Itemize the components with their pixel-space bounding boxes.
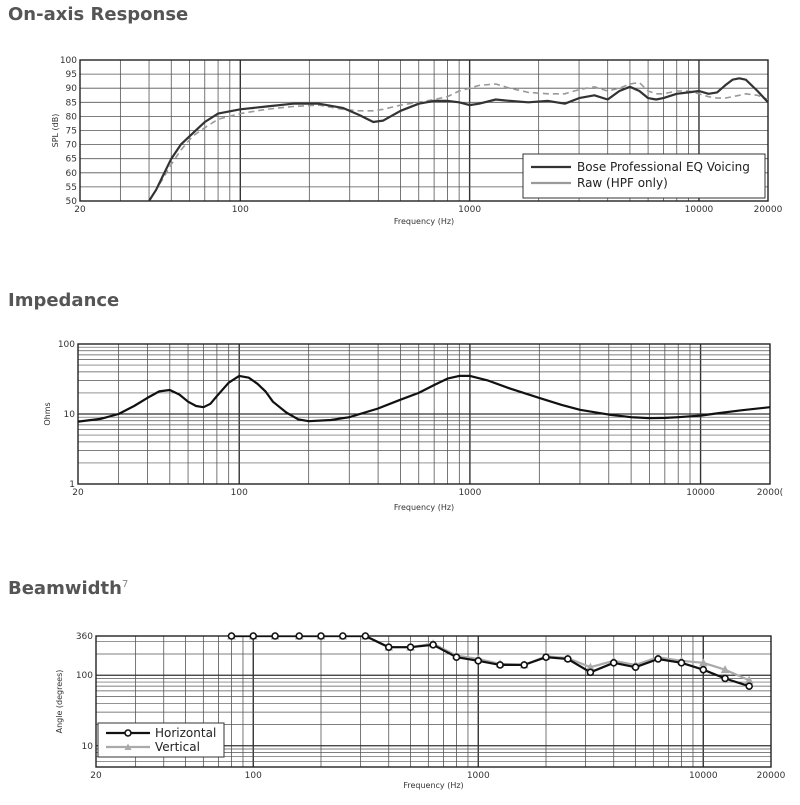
- series-line: [232, 636, 750, 680]
- x-tick-label: 10000: [688, 771, 718, 781]
- onaxis-title: On-axis Response: [8, 4, 189, 25]
- x-tick-label: 1000: [458, 488, 482, 498]
- series-point: [430, 642, 436, 648]
- series-point: [633, 664, 639, 670]
- x-tick-label: 1000: [458, 205, 482, 215]
- series-point: [296, 633, 302, 639]
- series-point: [700, 667, 706, 673]
- x-tick-label: 1000: [466, 771, 490, 781]
- impedance-chart: [0, 330, 800, 520]
- y-tick-label: 70: [65, 140, 77, 151]
- series-point: [453, 654, 459, 660]
- x-tick-label: 10000: [686, 488, 715, 498]
- impedance-title: Impedance: [8, 290, 120, 311]
- series-point: [655, 656, 661, 662]
- y-tick-label: 1: [69, 480, 75, 490]
- y-tick-label: 100: [59, 56, 77, 66]
- series-point: [475, 658, 481, 664]
- legend-label: Bose Professional EQ Voicing: [577, 160, 750, 174]
- series-point: [497, 662, 503, 668]
- series-point: [318, 633, 324, 639]
- beamwidth-chart: [0, 620, 800, 805]
- series-point: [362, 633, 368, 639]
- y-tick-label: 100: [75, 671, 93, 682]
- beamwidth-title-text: Beamwidth: [8, 578, 122, 599]
- y-axis-label: SPL (dB): [51, 113, 60, 148]
- y-tick-label: 90: [65, 84, 77, 95]
- y-tick-label: 10: [81, 741, 93, 752]
- y-tick-label: 100: [57, 340, 75, 350]
- y-tick-label: 360: [75, 632, 93, 642]
- x-tick-label: 100: [230, 488, 248, 498]
- legend-label: Raw (HPF only): [577, 176, 668, 190]
- x-tick-label: 100: [244, 771, 262, 781]
- y-tick-label: 50: [65, 197, 77, 207]
- y-tick-label: 55: [65, 182, 77, 193]
- series-point: [543, 654, 549, 660]
- x-tick-label: 2000(: [756, 488, 784, 498]
- x-tick-label: 20: [72, 488, 84, 498]
- x-tick-label: 20000: [756, 771, 786, 781]
- y-tick-label: 60: [65, 168, 77, 179]
- y-tick-label: 80: [65, 112, 77, 123]
- legend-label: Vertical: [155, 740, 200, 754]
- series-point: [408, 644, 414, 650]
- legend-label: Horizontal: [155, 726, 217, 740]
- series-point: [678, 660, 684, 666]
- series-point: [611, 660, 617, 666]
- y-axis-label: Ohms: [43, 402, 52, 426]
- y-tick-label: 10: [63, 410, 75, 420]
- series-point: [272, 633, 278, 639]
- legend-marker: [125, 730, 131, 736]
- y-tick-label: 75: [65, 126, 77, 137]
- series-point: [746, 683, 752, 689]
- series-point: [228, 633, 234, 639]
- onaxis-response-chart: [0, 45, 800, 285]
- series-point: [521, 662, 527, 668]
- beamwidth-title: [8, 578, 128, 599]
- series-point: [340, 633, 346, 639]
- series-point: [722, 675, 728, 681]
- x-tick-label: 100: [231, 205, 249, 215]
- x-tick-label: 20: [74, 205, 86, 215]
- x-tick-label: 20: [90, 771, 102, 781]
- series-point: [250, 633, 256, 639]
- y-tick-label: 65: [65, 154, 77, 165]
- y-axis-label: Angle (degrees): [55, 669, 64, 734]
- y-tick-label: 95: [65, 70, 77, 81]
- x-axis-label: Frequency (Hz): [393, 503, 455, 512]
- legend: [523, 154, 765, 198]
- series-point: [565, 656, 571, 662]
- beamwidth-footnote-marker: 7: [121, 579, 129, 590]
- y-tick-label: 85: [65, 98, 77, 109]
- series-line: [78, 376, 770, 422]
- x-tick-label: 20000: [753, 205, 783, 215]
- x-axis-label: Frequency (Hz): [403, 781, 464, 790]
- series-point: [386, 644, 392, 650]
- x-tick-label: 10000: [684, 205, 714, 215]
- series-point: [587, 669, 593, 675]
- grid: [78, 344, 770, 484]
- x-axis-label: Frequency (Hz): [393, 217, 455, 226]
- legend: [98, 723, 224, 757]
